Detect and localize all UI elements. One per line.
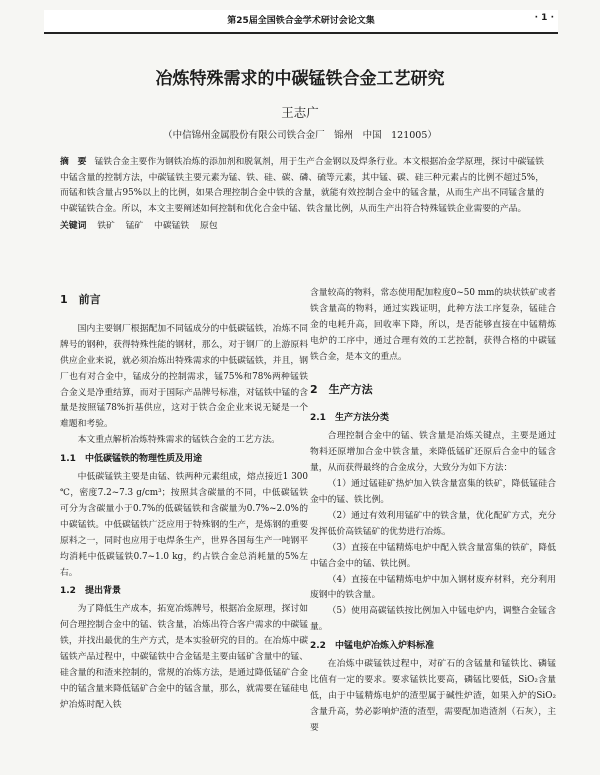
abstract-label: 摘 要 <box>60 157 87 167</box>
keyword: 原包 <box>200 221 218 231</box>
author: 王志广 <box>281 105 319 120</box>
method-item: （3）直接在中锰精炼电炉中配入铁含量富集的铁矿，降低中锰合金中的锰、铁比例。 <box>310 542 556 569</box>
running-header <box>44 10 558 34</box>
paragraph: 合理控制合金中的锰、铁含量是冶炼关键点，主要是通过物料还原增加合金中铁含量，来降低锰矿还原后合金中的锰含量，从而获得最终的合金成分，大致分为如下方法： <box>310 431 556 474</box>
method-item: （5）使用高碳锰铁按比例加入中锰电炉内，调整合金锰含量。 <box>310 606 556 633</box>
paper-title: 冶炼特殊需求的中碳锰铁合金工艺研究 <box>155 69 445 89</box>
keyword: 铁矿 <box>97 221 115 231</box>
keyword: 中碳锰铁 <box>154 221 190 231</box>
paragraph: 中低碳锰铁主要是由锰、铁两种元素组成，熔点接近1 300 ℃，密度7.2~7.3 g/cm³；按照其含碳量的不同，中低碳锰铁可分为含碳量小于0.7%的低碳锰铁和含碳量为0.7%~2.0%的中碳锰铁。中低碳锰铁广泛应用于特殊钢的生产，是炼钢的重要原料之一，同时也应用于电焊条生产，世界各国每生产一吨钢平均消耗中低碳锰铁0.7~1.0 kg，约占铁合金总消耗量的5%左右。 <box>60 472 308 578</box>
running-title: 第25届全国铁合金学术研讨会论文集 <box>227 16 375 26</box>
keywords <box>60 218 218 231</box>
keyword: 锰矿 <box>125 221 144 231</box>
keywords-label: 关键词 <box>60 221 87 231</box>
method-item: （1）通过锰硅矿热炉加入铁含量富集的铁矿，降低锰硅合金中的锰、铁比例。 <box>310 479 556 505</box>
page-number: · 1 · <box>534 13 554 23</box>
method-item: （4）直接在中锰精炼电炉中加入钢材废弃材料，充分利用废钢中的铁含量。 <box>310 574 556 601</box>
paragraph: 含量较高的物料，常态使用配加粒度0~50 mm的块状铁矿或者铁含量高的物料，通过实践证明，此种方法工序复杂，锰硅合金的电耗升高，回收率下降，所以，是否能够直接在中锰精炼电炉的工序中，通过合理有效的工艺控制，获得合格的中碳锰铁合金，是本文的重点。 <box>310 288 556 362</box>
paragraph: 为了降低生产成本，拓宽冶炼牌号，根据冶金原理，探讨如何合理控制合金中的锰、铁含量，冶炼出符合客户需求的中碳锰铁，并找出最优的生产方式，是本实验研究的目的。在冶炼中碳锰铁产品过程中，中碳锰铁中合金锰是主要由锰矿含量中的锰、硅含量的和渣来控制的，常规的冶炼方法，是通过降低锰矿合金中的锰含量来降低锰矿合金中的锰含量，那么，就需要在锰硅电炉冶炼时配入铁 <box>60 604 308 710</box>
paragraph: 本文重点解析冶炼特殊需求的锰铁合金的工艺方法。 <box>77 435 280 446</box>
right-column <box>310 286 556 737</box>
left-column <box>60 286 308 714</box>
abstract <box>60 155 544 217</box>
subsection-heading: 2.1 生产方法分类 <box>310 413 389 424</box>
subsection-heading: 1.2 提出背景 <box>60 586 121 597</box>
paragraph: 国内主要钢厂根据配加不同锰成分的中低碳锰铁，冶炼不同牌号的钢种，获得特殊性能的钢材，那么，对于钢厂的上游原料供应企业来说，就必须冶炼出特殊需求的中低碳锰铁，并且，钢厂也有对合金中，锰成分的控制需求，锰75%和78%两种锰铁合金义是净重结算，而对于国际产品牌号标准，对锰铁中锰的含量是按照锰78%折基供应，这对于铁合金企业来说无疑是一个难题和考验。 <box>60 323 308 430</box>
method-item: （2）通过有效利用锰矿中的铁含量，优化配矿方式，充分发挥低价高铁锰矿的优势进行冶炼。 <box>310 510 556 537</box>
subsection-heading: 1.1 中低碳锰铁的物理性质及用途 <box>60 454 202 465</box>
section-heading: 2 生产方法 <box>310 382 373 396</box>
section-heading: 1 前言 <box>60 293 101 306</box>
subsection-heading: 2.2 中锰电炉冶炼入炉料标准 <box>310 641 434 652</box>
paragraph: 在冶炼中碳锰铁过程中，对矿石的含锰量和锰铁比、磷锰比值有一定的要求。要求锰铁比要高，磷锰比要低，SiO₂含量低，由于中锰精炼电炉的渣型属于碱性炉渣，如果入炉的SiO₂含量升高，势必影响炉渣的渣型，需要配加造渣剂（石灰），主要 <box>310 659 556 733</box>
abstract-text: 锰铁合金主要作为钢铁冶炼的添加剂和脱氧剂，用于生产合金钢以及焊条行业。本文根据冶金学原理，探讨中碳锰铁中锰含量的控制方法，中碳锰铁主要元素为锰、铁、硅、碳、磷、硫等元素，其中锰、碳、硅三种元素占的比例不超过5%，而锰和铁含量占95%以上的比例，如果合理控制合金中铁的含量，就能有效控制合金中的锰含量，从而生产出不同锰含量的中碳锰铁合金。所以，本文主要阐述如何控制和优化合金中锰、铁含量比例，从而生产出符合特殊锰铁企业需要的产品。 <box>60 157 544 214</box>
affiliation: （中信锦州金属股份有限公司铁合金厂 锦州 中国 121005） <box>163 130 437 141</box>
